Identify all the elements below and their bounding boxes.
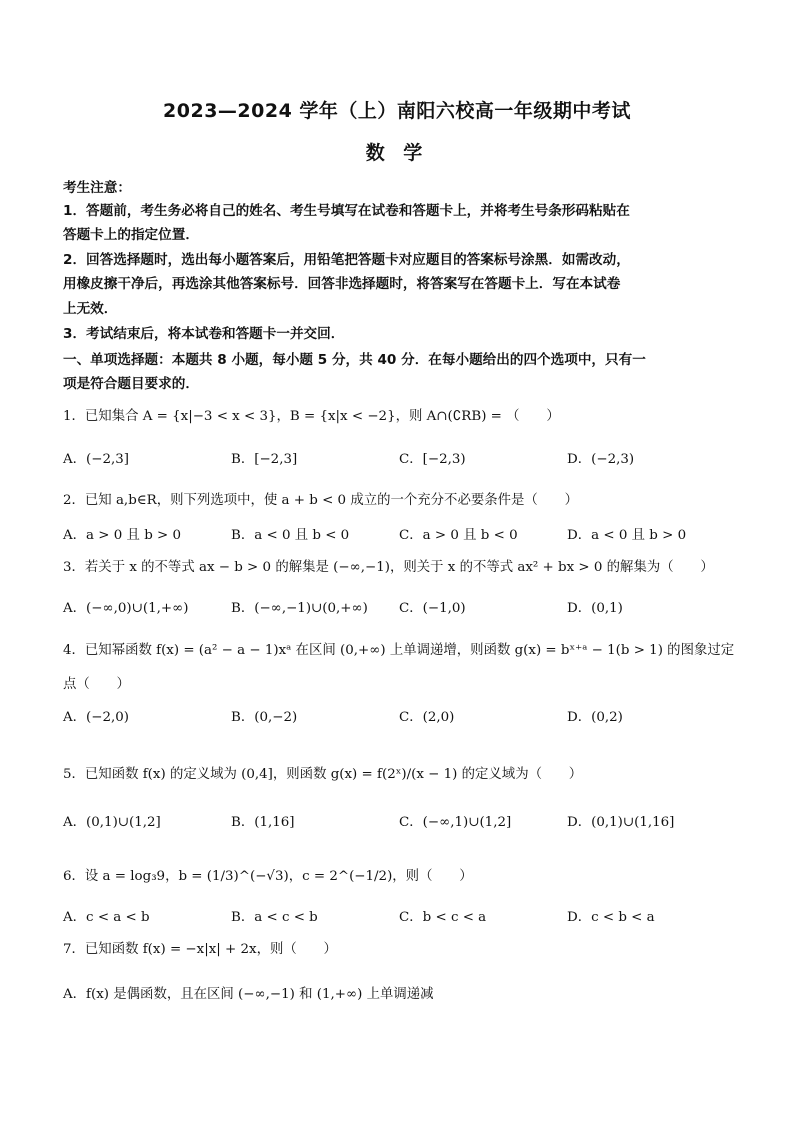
option-c: C．b < c < a (399, 910, 487, 925)
exam-subject: 数 学 (365, 142, 429, 164)
notice-line: 3．考试结束后，将本试卷和答题卡一并交回． (63, 326, 345, 342)
notice-heading: 考生注意： (63, 180, 131, 196)
option-d: D．(0,1)∪(1,16] (567, 815, 675, 830)
option-c: C．(2,0) (399, 710, 455, 725)
question-stem: 6．设 a = log₃9，b = (1/3)^(−√3)，c = 2^(−1/2)，则（ ） (63, 869, 473, 884)
option-d: D．c < b < a (567, 910, 655, 925)
option-c: C．(−∞,1)∪(1,2] (399, 815, 512, 830)
option-b: B．a < c < b (231, 910, 318, 925)
question-options (63, 448, 743, 468)
notice-line: 用橡皮擦干净后，再选涂其他答案标号．回答非选择题时，将答案写在答题卡上．写在本试卷 (63, 276, 621, 292)
question-stem: 1．已知集合 A = {x|−3 < x < 3}，B = {x|x < −2}，则 A∩(∁RB) = （ ） (63, 409, 560, 424)
notice-line: 上无效． (63, 301, 118, 317)
option-b: B．[−2,3] (231, 452, 298, 467)
option-c: C．a > 0 且 b < 0 (399, 528, 518, 543)
option-c: C．[−2,3) (399, 452, 466, 467)
option-d: D．(0,1) (567, 601, 623, 616)
option-b: B．(1,16] (231, 815, 295, 830)
section-heading: 项是符合题目要求的． (63, 376, 199, 392)
option-b: B．(−∞,−1)∪(0,+∞) (231, 601, 368, 616)
option-d: D．(−2,3) (567, 452, 635, 467)
notice-line: 答题卡上的指定位置． (63, 227, 199, 243)
question-stem: 7．已知函数 f(x) = −x|x| + 2x，则（ ） (63, 942, 337, 957)
exam-title: 2023—2024 学年（上）南阳六校高一年级期中考试 (163, 100, 631, 122)
question-stem: 2．已知 a,b∈R，则下列选项中，使 a + b < 0 成立的一个充分不必要条件是（ ） (63, 493, 578, 508)
question-options (63, 597, 743, 617)
option-a: A．a > 0 且 b > 0 (63, 528, 182, 543)
option-c: C．(−1,0) (399, 601, 466, 616)
question-stem: 4．已知幂函数 f(x) = (a² − a − 1)xᵃ 在区间 (0,+∞) 上单调递增，则函数 g(x) = bˣ⁺ᵃ − 1(b > 1) 的图象过定 (63, 643, 735, 658)
question-stem-continued: 点（ ） (63, 677, 130, 692)
notice-line: 2．回答选择题时，选出每小题答案后，用铅笔把答题卡对应题目的答案标号涂黑．如需改动， (63, 252, 630, 268)
question-options (63, 524, 743, 544)
option-d: D．(0,2) (567, 710, 623, 725)
option-a: A．(0,1)∪(1,2] (63, 815, 161, 830)
option-a: A．f(x) 是偶函数，且在区间 (−∞,−1) 和 (1,+∞) 上单调递减 (63, 987, 434, 1002)
question-stem: 5．已知函数 f(x) 的定义域为 (0,4]，则函数 g(x) = f(2ˣ)/(x − 1) 的定义域为（ ） (63, 767, 583, 782)
section-heading: 一、单项选择题：本题共 8 小题，每小题 5 分，共 40 分．在每小题给出的四个选项中，只有一 (63, 352, 646, 368)
question-stem: 3．若关于 x 的不等式 ax − b > 0 的解集是 (−∞,−1)，则关于 x 的不等式 ax² + bx > 0 的解集为（ ） (63, 560, 714, 575)
question-options (63, 706, 743, 726)
question-options (63, 983, 743, 1003)
option-a: A．c < a < b (63, 910, 150, 925)
option-d: D．a < 0 且 b > 0 (567, 528, 687, 543)
option-b: B．a < 0 且 b < 0 (231, 528, 350, 543)
option-a: A．(−2,0) (63, 710, 130, 725)
notice-line: 1．答题前，考生务必将自己的姓名、考生号填写在试卷和答题卡上，并将考生号条形码粘贴在 (63, 203, 630, 219)
question-options (63, 906, 743, 926)
option-b: B．(0,−2) (231, 710, 298, 725)
question-options (63, 811, 743, 831)
option-a: A．(−2,3] (63, 452, 130, 467)
option-a: A．(−∞,0)∪(1,+∞) (63, 601, 189, 616)
